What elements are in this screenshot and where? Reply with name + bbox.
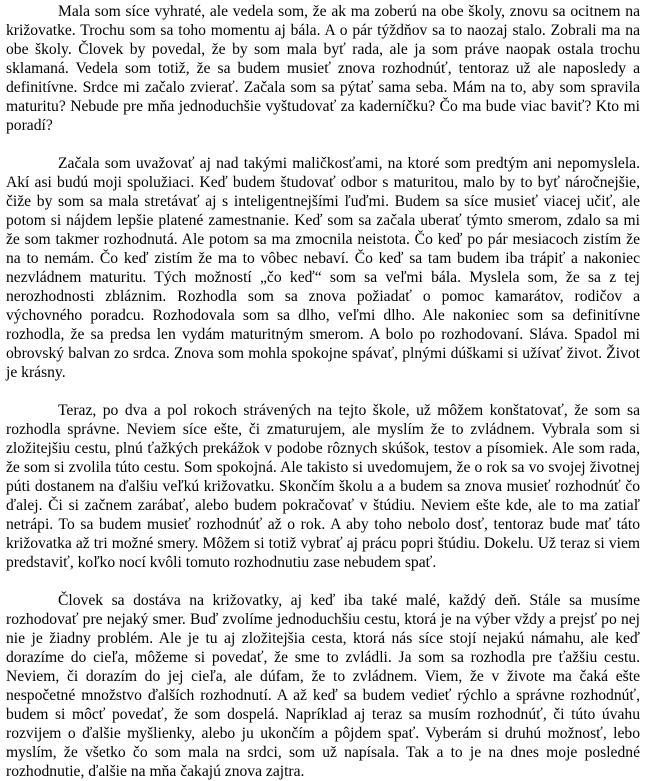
paragraph-3: Teraz, po dva a pol rokoch strávených na tejto škole, už môžem konštatovať, že som sa rozhodla správne. Neviem síce ešte, či zmaturujem, ale myslím že to zvládnem. Vybrala som si zložitejšiu cestu, plnú ťažkých prekážok v podobe rôznych skúšok, testov a písomiek. Ale som rada, že som si zvolila túto cestu. Som spokojná. Ale takisto si uvedomujem, že o rok sa vo svojej životnej púti dostanem na ďalšiu veľkú križovatku. Skončím školu a a budem sa znova musieť rozhodnúť čo ďalej. Či si začnem zarábať, alebo budem pokračovať v štúdiu. Neviem ešte kde, ale to ma zatiaľ netrápi. To sa budem musieť rozhodnúť až o rok. A aby toho nebolo dosť, tentoraz bude mať táto križovatka až tri možné smery. Môžem si totiž vybrať aj prácu popri štúdiu. Dokelu. Už teraz si viem predstaviť, koľko nocí kvôli tomuto rozhodnutiu zase nebudem spať. <box>6 402 640 571</box>
paragraph-1: Mala som síce vyhraté, ale vedela som, že ak ma zoberú na obe školy, znovu sa ocitnem na križovatke. Trochu som sa toho momentu aj bála. A o pár týždňov sa to naozaj stalo. Zobrali ma na obe školy. Človek by povedal, že by som mala byť rada, ale ja som práve naopak ostala trochu sklamaná. Vedela som totiž, že sa budem musieť znova rozhodnúť, tentoraz už ale naposledy a definitívne. Srdce mi začalo zvierať. Začala som sa pýtať sama seba. Mám na to, aby som spravila maturitu? Nebude pre mňa jednoduchšie vyštudovať za kaderníčku? Čo ma bude viac baviť? Kto mi poradí? <box>6 3 640 134</box>
document-page <box>6 2 640 781</box>
paragraph-4: Človek sa dostáva na križovatky, aj keď iba také malé, každý deň. Stále sa musíme rozhodovať pre nejaký smer. Buď zvolíme jednoduchšiu cestu, ktorá je na výber vždy a prejsť po nej nie je žiadny problém. Ale je tu aj zložitejšia cesta, ktorá nás síce stojí nejakú námahu, ale keď dorazíme do cieľa, môžeme si povedať, že sme to zvládli. Ja som sa rozhodla pre ťažšiu cestu. Neviem, či dorazím do jej cieľa, ale dúfam, že to zvládnem. Viem, že v živote ma čaká ešte nespočetné množstvo ďalších rozhodnutí. A až keď sa budem vedieť rýchlo a správne rozhodnúť, budem si môcť povedať, že som dospelá. Napríklad aj teraz sa musím rozhodnúť, či túto úvahu rozvijem o ďalšie myšlienky, alebo ju ukončím a pôjdem spať. Vyberám si druhú možnosť, lebo myslím, že všetko čo som mala na srdci, som už napísala. Tak a to je na dnes moje posledné rozhodnutie, ďalšie na mňa čakajú znova zajtra. <box>6 592 640 780</box>
paragraph-2: Začala som uvažovať aj nad takými maličkosťami, na ktoré som predtým ani nepomyslela. Akí asi budú moji spolužiaci. Keď budem študovať odbor s maturitou, malo by to byť náročnejšie, čiže by som sa mala stretávať aj s inteligentnejšími ľuďmi. Budem sa síce musieť viacej učiť, ale potom si nájdem lepšie platené zamestnanie. Keď som sa začala uberať týmto smerom, zdalo sa mi že som takmer rozhodnutá. Ale potom sa ma zmocnila neistota. Čo keď po pár mesiacoch zistím že na to nemám. Čo keď zistím že ma to vôbec nebaví. Čo keď sa tam budem iba trápiť a nakoniec nezvládnem maturitu. Tých možností „čo keď“ som sa veľmi bála. Myslela som, že sa z tej nerozhodnosti zbláznim. Rozhodla som sa znova požiadať o pomoc kamarátov, rodičov a výchovného poradcu. Rozhodovala som sa dlho, veľmi dlho. Ale nakoniec som sa definitívne rozhodla, že sa predsa len vydám maturitným smerom. A bolo po rozhodovaní. Sláva. Spadol mi obrovský balvan zo srdca. Znova som mohla spokojne spávať, plnými dúškami si užívať život. Život je krásny. <box>6 155 640 381</box>
